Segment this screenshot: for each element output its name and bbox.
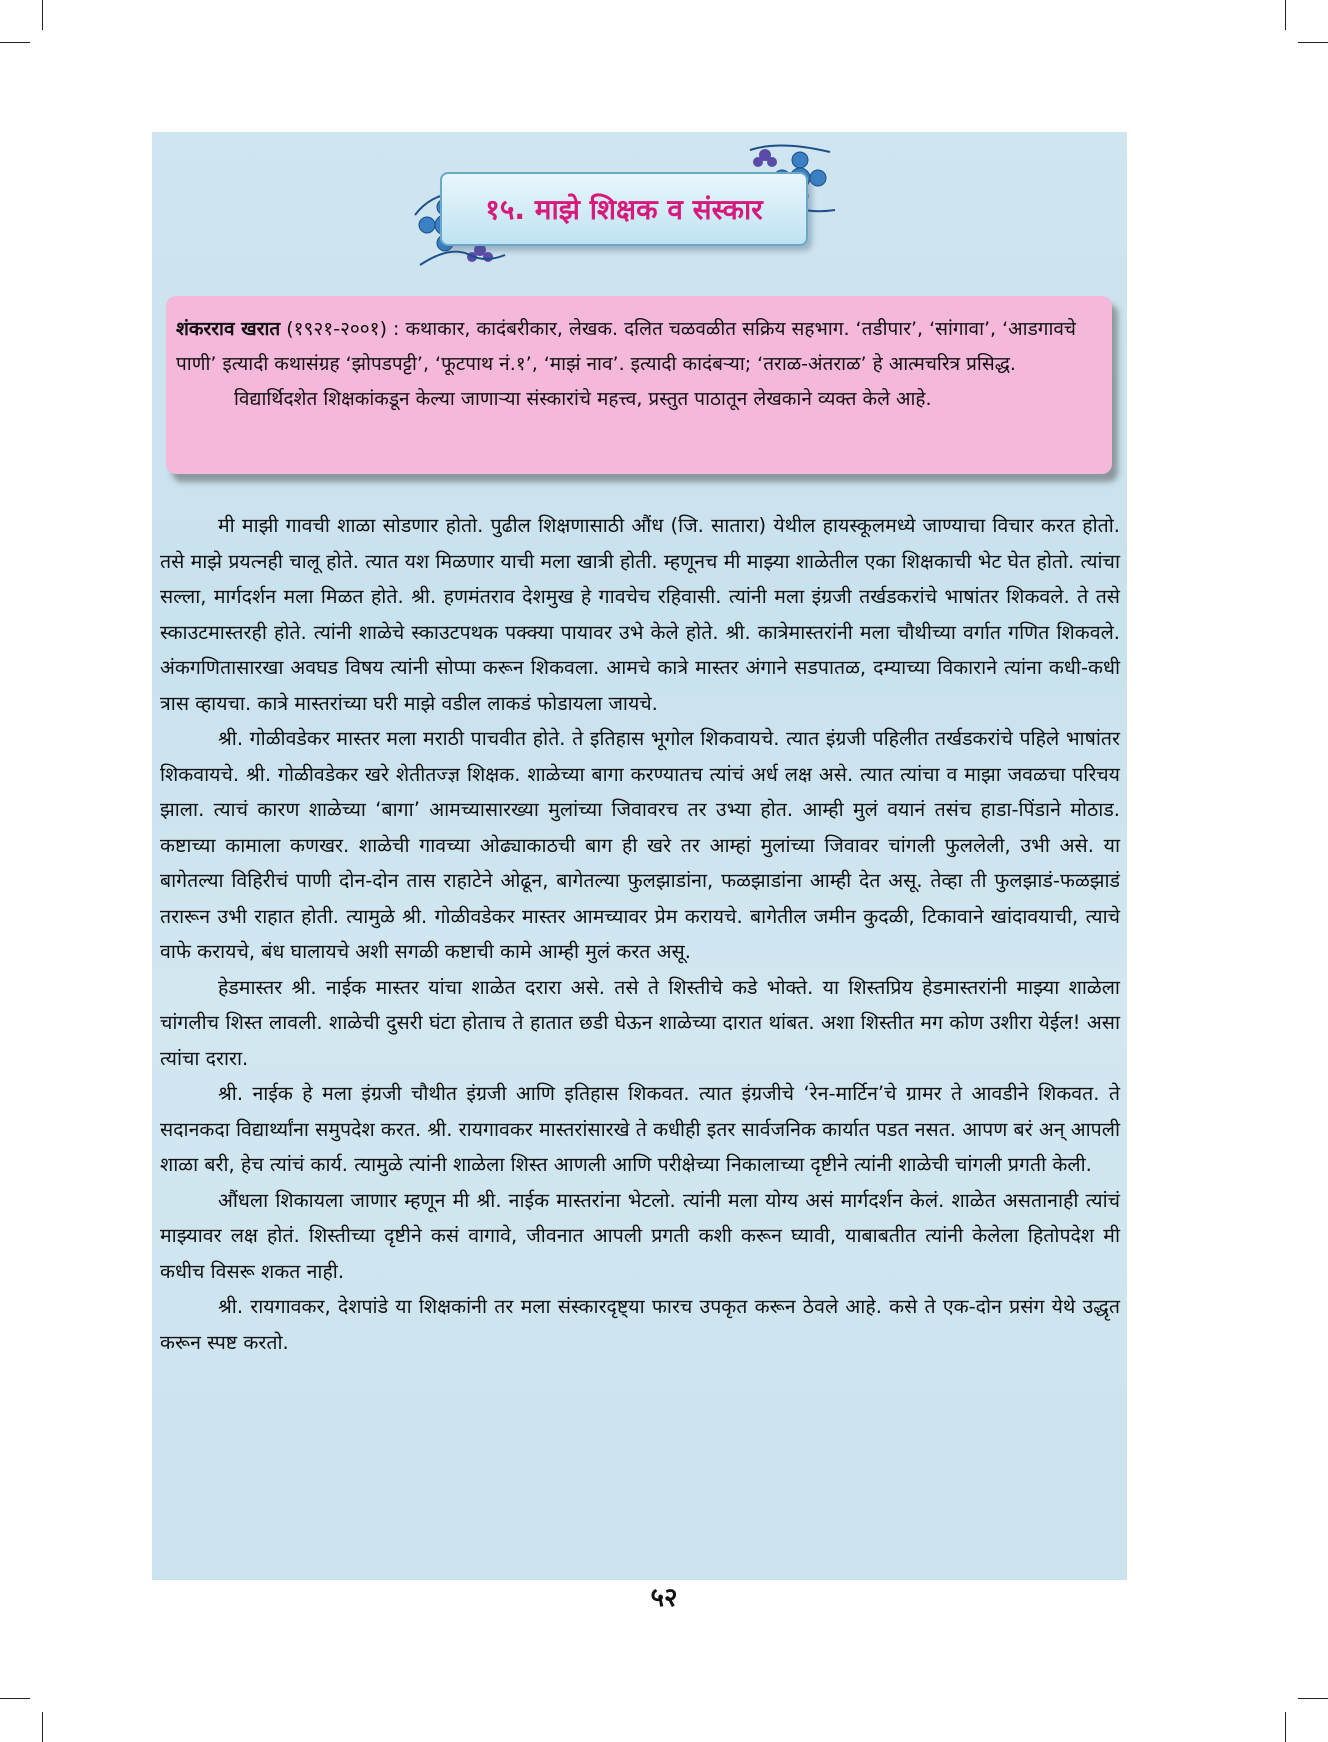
page-number: ५२	[650, 1583, 678, 1613]
paragraph: श्री. रायगावकर, देशपांडे या शिक्षकांनी तर मला संस्कारदृष्ट्या फारच उपकृत करून ठेवले आहे. कसे ते एक-दोन प्रसंग येथे उद्धृत करून स्पष्ट करतो.	[160, 1295, 1120, 1354]
paragraph: मी माझी गावची शाळा सोडणार होतो. पुढील शिक्षणासाठी औंध (जि. सातारा) येथील हायस्कूलमध्ये जाण्याचा विचार करत होतो. तसे माझे प्रयत्नही चालू होते. त्यात यश मिळणार याची मला खात्री होती. म्हणूनच मी माझ्या शाळेतील एका शिक्षकाची भेट घेत होतो. त्यांचा सल्ला, मार्गदर्शन मला मिळत होते. श्री. हणमंतराव देशमुख हे गावचेच रहिवासी. त्यांनी मला इंग्रजी तर्खडकरांचे भाषांतर शिकवले. ते तसे स्काउटमास्तरही होते. त्यांनी शाळेचे स्काउटपथक पक्क्या पायावर उभे केले होते. श्री. कात्रेमास्तरांनी मला चौथीच्या वर्गात गणित शिकवले. अंकगणितासारखा अवघड विषय त्यांनी सोप्पा करून शिकवला. आमचे कात्रे मास्तर अंगाने सडपातळ, दम्याच्या विकाराने त्यांना कधी-कधी त्रास व्हायचा. कात्रे मास्तरांच्या घरी माझे वडील लाकडं फोडायला जायचे.	[160, 514, 1120, 715]
author-bio	[176, 312, 1102, 382]
lesson-body	[160, 508, 1120, 1360]
author-name: शंकरराव खरात	[176, 318, 281, 340]
crop-mark	[1298, 42, 1328, 43]
paragraph: औंधला शिकायला जाणार म्हणून मी श्री. नाईक मास्तरांना भेटलो. त्यांनी मला योग्य असं मार्गदर्शन केलं. शाळेत असतानाही त्यांचं माझ्यावर लक्ष होतं. शिस्तीच्या दृष्टीने कसं वागावे, जीवनात आपली प्रगती कशी करून घ्यावी, याबाबतीत त्यांनी केलेला हितोपदेश मी कधीच विसरू शकत नाही.	[160, 1188, 1120, 1283]
chapter-title-box	[440, 172, 808, 246]
paragraph: श्री. नाईक हे मला इंग्रजी चौथीत इंग्रजी आणि इतिहास शिकवत. त्यात इंग्रजीचे ‘रेन-मार्टिन’चे ग्रामर ते आवडीने शिकवत. ते सदानकदा विद्यार्थ्यांना समुपदेश करत. श्री. रायगावकर मास्तरांसारखे ते कधीही इतर सार्वजनिक कार्यात पडत नसत. आपण बरं अन् आपली शाळा बरी, हेच त्यांचं कार्य. त्यामुळे त्यांनी शाळेला शिस्त आणली आणि परीक्षेच्या निकालाच्या दृष्टीने त्यांनी शाळेची चांगली प्रगती केली.	[160, 1082, 1121, 1176]
crop-mark	[1285, 1712, 1286, 1742]
crop-mark	[42, 0, 43, 30]
crop-mark	[0, 1698, 30, 1699]
author-info-box	[166, 296, 1112, 474]
crop-mark	[0, 42, 30, 43]
paragraph: हेडमास्तर श्री. नाईक मास्तर यांचा शाळेत दरारा असे. तसे ते शिस्तीचे कडे भोक्ते. या शिस्तप्रिय हेडमास्तरांनी माझ्या शाळेला चांगलीच शिस्त लावली. शाळेची दुसरी घंटा होताच ते हातात छडी घेऊन शाळेच्या दारात थांबत. अशा शिस्तीत मग कोण उशीरा येईल! असा त्यांचा दरारा.	[160, 975, 1120, 1070]
crop-mark	[1285, 0, 1286, 30]
crop-mark	[1298, 1698, 1328, 1699]
lesson-summary: विद्यार्थिदशेत शिक्षकांकडून केल्या जाणाऱ्या संस्कारांचे महत्त्व, प्रस्तुत पाठातून लेखकाने व्यक्त केले आहे.	[234, 388, 932, 410]
crop-mark	[42, 1712, 43, 1742]
chapter-title: १५. माझे शिक्षक व संस्कार	[485, 193, 763, 226]
paragraph: श्री. गोळीवडेकर मास्तर मला मराठी पाचवीत होते. ते इतिहास भूगोल शिकवायचे. त्यात इंग्रजी पहिलीत तर्खडकरांचे पहिले भाषांतर शिकवायचे. श्री. गोळीवडेकर खरे शेतीतज्ज्ञ शिक्षक. शाळेच्या बागा करण्यातच त्यांचं अर्ध लक्ष असे. त्यात त्यांचा व माझा जवळचा परिचय झाला. त्याचं कारण शाळेच्या ‘बागा’ आमच्यासारख्या मुलांच्या जिवावरच तर उभ्या होत. आम्ही मुलं वयानं तसंच हाडा-पिंडाने मोठाड. कष्टाच्या कामाला कणखर. शाळेची गावच्या ओढ्याकाठची बाग ही खरे तर आम्हां मुलांच्या जिवावर चांगली फुललेली, उभी असे. या बागेतल्या विहिरीचं पाणी दोन-दोन तास राहाटेने ओढून, बागेतल्या फुलझाडांना, फळझाडांना आम्ही देत असू. तेव्हा ती फुलझाडं-फळझाडं तरारून उभी राहात होती. त्यामुळे श्री. गोळीवडेकर मास्तर आमच्यावर प्रेम करायचे. बागेतील जमीन कुदळी, टिकावाने खांदावयाची, त्याचे वाफे करायचे, बंध घालायचे अशी सगळी कष्टाची कामे आम्ही मुलं करत असू.	[160, 727, 1120, 963]
author-bio-text: (१९२१-२००१) : कथाकार, कादंबरीकार, लेखक. दलित चळवळीत सक्रिय सहभाग. ‘तडीपार’, ‘सांगावा’, ‘आडगावचे पाणी’ इत्यादी कथासंग्रह ‘झोपडपट्टी’, ‘फूटपाथ नं.१’, ‘माझं नाव’. इत्यादी कादंबऱ्या; ‘तराळ-अंतराळ’ हे आत्मचरित्र प्रसिद्ध.	[176, 318, 1076, 375]
